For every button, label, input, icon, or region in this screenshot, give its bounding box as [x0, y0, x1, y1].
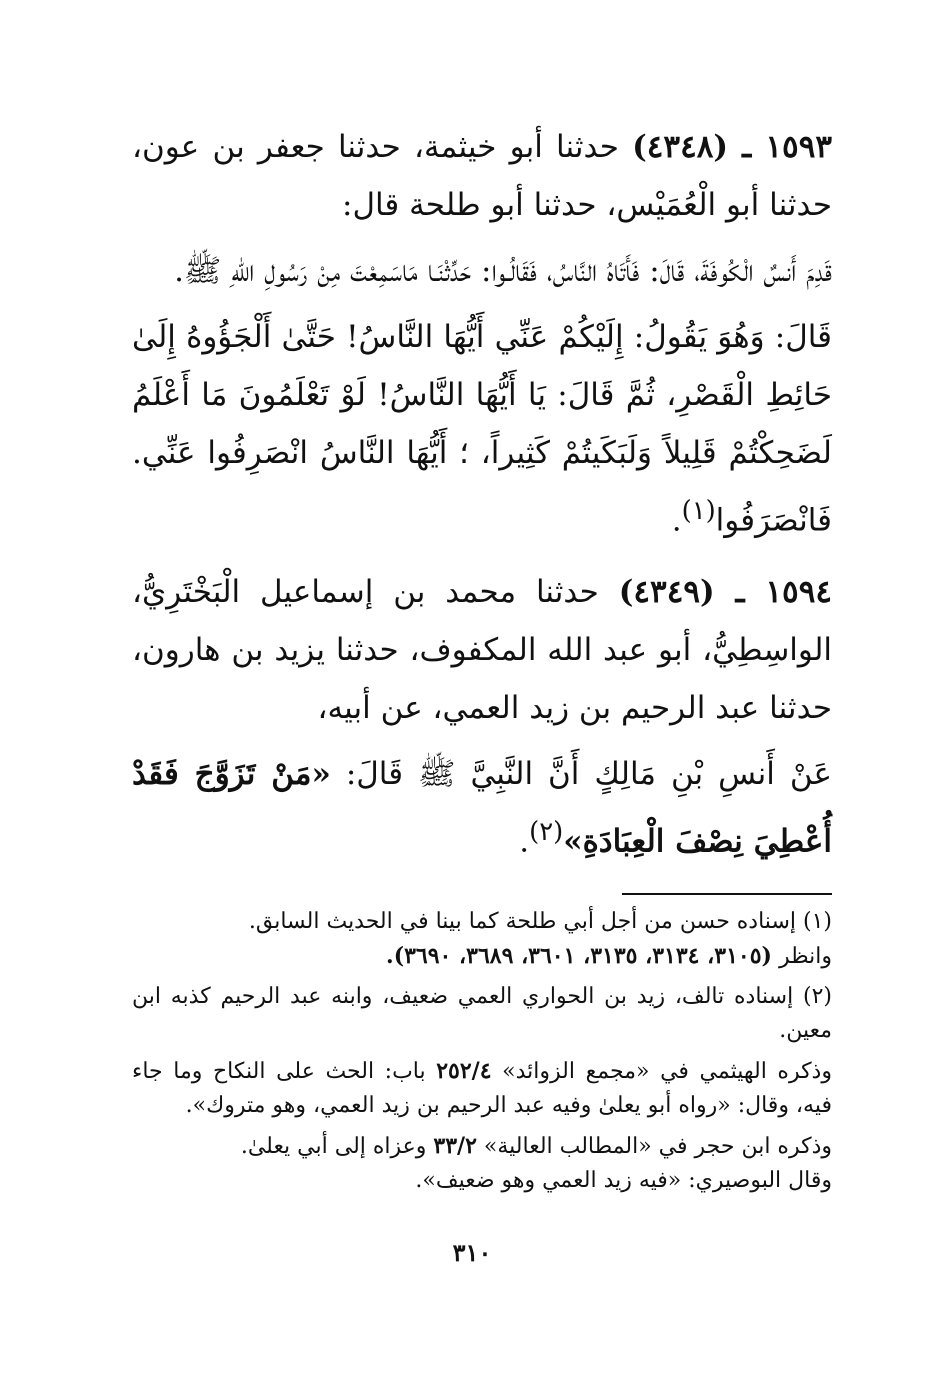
matn-quote: «مَنْ تَزَوَّجَ فَقَدْ أُعْطِيَ نِصْفَ الْعِبَادَةِ» [132, 756, 832, 860]
end-punct: . [671, 502, 682, 539]
ibn-hajar-text-a: وذكره ابن حجر في «المطالب العالية» [483, 1133, 832, 1159]
footnote-divider [622, 893, 832, 895]
hadith-number: ١٥٩٣ ـ (٤٣٤٨) [632, 129, 832, 165]
hadith-1594-isnad [132, 563, 832, 737]
footnote-2-ibn-hajar [132, 1129, 832, 1198]
footnote-1-text: (١) إسناده حسن من أجل أبي طلحة كما بينا في الحديث السابق. [248, 908, 832, 934]
end-punct: . [519, 823, 530, 860]
hadith-1593-isnad [132, 118, 832, 234]
matn-text: قَالَ: وَهُوَ يَقُولُ: إِلَيْكُمْ عَنِّي أَيُّهَا النَّاسُ! حَتَّىٰ أَلْجَؤُوهُ إِلَىٰ حَائِطِ الْقَصْرِ، ثُمَّ قَالَ: يَا أَيُّهَا النَّاسُ! لَوْ تَعْلَمُونَ مَا أَعْلَمُ لَضَحِكْتُمْ قَلِيلاً وَلَبَكَيتُمْ كَثِيراً، ؛ أَيُّهَا النَّاسُ انْصَرِفُوا عَنِّي. فَانْصَرَفُوا [132, 319, 832, 539]
matn-intro: عَنْ أَنسِ بْنِ مَالِكٍ أَنَّ النَّبِيَّ ﷺ قَالَ: [345, 756, 832, 793]
hadith-1593-matn-1: قَدِمَ أَنسٌ الْكُوفَةَ، قَالَ: فَأَتَاهُ النَّاسُ، فَقَالُـوا: حَدِّثْنَـا مَاسَمِعْتَ مِنْ رَسُولِ اللهِ ﷺ. [174, 253, 832, 289]
footnote-1-refs: (٣١٠٥، ٣١٣٤، ٣١٣٥، ٣٦٠١، ٣٦٨٩، ٣٦٩٠). [386, 942, 772, 969]
hadith-1593-matn-2 [132, 308, 832, 549]
haythami-text-b: باب: الحث على النكاح وما جاء فيه، وقال: «رواه أبو يعلىٰ وفيه عبد الرحيم بن زيد العمي، وهو متروك». [132, 1058, 832, 1118]
isnad-text: حدثنا أبو خيثمة، حدثنا جعفر بن عون، حدثنا أبو الْعُمَيْس، حدثنا أبو طلحة قال: [132, 129, 832, 223]
haythami-ref: ٢٥٢/٤ [436, 1057, 492, 1084]
hadith-1594-matn [132, 745, 832, 870]
page-number: ٣١٠ [452, 1238, 492, 1267]
hadith-number: ١٥٩٤ ـ (٤٣٤٩) [618, 574, 833, 611]
isnad-text: حدثنا محمد بن إسماعيل الْبَخْتَرِيُّ، الواسِطِيُّ، أبو عبد الله المكفوف، حدثنا يزيد بن هارون، حدثنا عبد الرحيم بن زيد العمي، عن أبيه، [132, 574, 832, 727]
footnote-ref: (١) [681, 496, 716, 526]
footnote-2-haythami [132, 1054, 832, 1123]
busiri-text: وقال البوصيري: «فيه زيد العمي وهو ضعيف». [415, 1167, 832, 1193]
haythami-text-a: وذكره الهيثمي في «مجمع الزوائد» [502, 1058, 832, 1084]
footnote-1-see-label: وانظر [778, 943, 832, 969]
ibn-hajar-ref: ٣٣/٢ [433, 1132, 477, 1159]
footnote-2: (٢) إسناده تالف، زيد بن الحواري العمي ضعيف، وابنه عبد الرحيم كذبه ابن معين. [132, 983, 832, 1043]
footnote-ref: (٢) [529, 817, 564, 848]
footnote-1 [132, 905, 832, 974]
ibn-hajar-text-b: وعزاه إلى أبي يعلىٰ. [240, 1133, 427, 1159]
